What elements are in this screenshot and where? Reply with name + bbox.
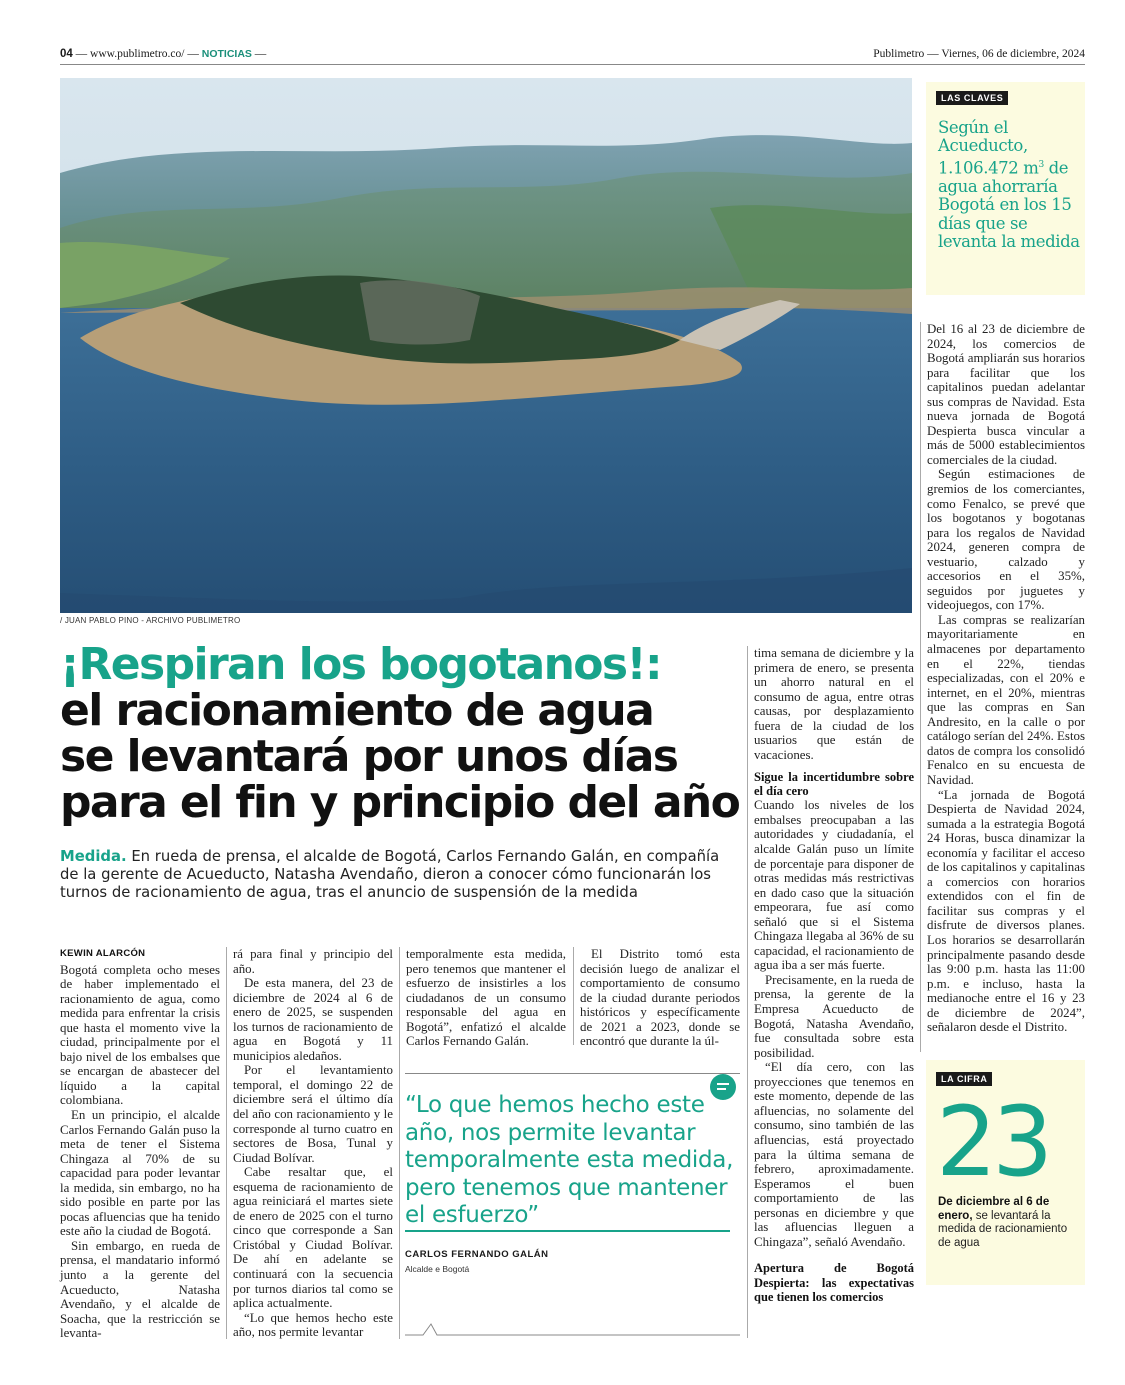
paragraph: Del 16 al 23 de diciembre de 2024, los comercios de Bogotá ampliarán sus horarios para facilitar que los capitalinos puedan adelantar sus compras de Navidad. Esta nueva jornada de Bogotá Despierta busca vincular a más de 5000 establecimientos comerciales de la ciudad. — [927, 322, 1085, 467]
paragraph: tima semana de diciembre y la primera de enero, se presenta un ahorro natural en el consumo de agua, entre otras causas, por desplazamiento fuera de la ciudad de los usuarios que están de vacaciones. — [754, 646, 914, 762]
pull-quote-underline — [405, 1230, 730, 1232]
paragraph: “El día cero, con las proyecciones que tenemos en este momento, depende de las afluencias, no solamente del consumo, sino también de las afluencias, está proyectado para la última semana de febrero, aproximadamente. Esperamos el buen comportamiento de las personas en diciembre y que las afluencias lleguen a Chingaza”, señaló Avendaño. — [754, 1060, 914, 1249]
photo-credit: / JUAN PABLO PINO - ARCHIVO PUBLIMETRO — [60, 616, 241, 625]
column-divider — [399, 947, 400, 1339]
header-date: Publimetro — Viernes, 06 de diciembre, 2024 — [873, 48, 1085, 60]
column-divider — [920, 322, 921, 1052]
deck-text: En rueda de prensa, el alcalde de Bogotá, Carlos Fernando Galán, en compañía de la gerente de Acueducto, Natasha Avendaño, dieron a conocer cómo funcionarán los turnos de racionamiento de agua, tras el anuncio de suspensión de la medida — [60, 848, 720, 901]
figure-box — [926, 1060, 1085, 1285]
figure-tag: LA CIFRA — [936, 1072, 992, 1086]
body-column-4 — [580, 947, 740, 1049]
header-left: 04 — www.publimetro.co/ — NOTICIAS — — [60, 48, 267, 60]
figure-caption: De diciembre al 6 de enero, se levantará la medida de racionamiento de agua — [938, 1196, 1068, 1249]
article-deck — [60, 848, 740, 902]
body-column-2 — [233, 947, 393, 1340]
subheading: Sigue la incertidumbre sobre el día cero — [754, 770, 914, 799]
paragraph: rá para final y principio del año. — [233, 947, 393, 976]
headline-green-line: ¡Respiran los bogotanos!: — [60, 639, 661, 690]
key-facts-text: Según el Acueducto, 1.106.472 $m^3$ de agua ahorraría Bogotá en los 15 días que se levanta la medida — [938, 118, 1080, 251]
subheading: Apertura de Bogotá Despierta: las expectativas que tienen los comercios — [754, 1261, 914, 1305]
column-divider — [226, 947, 227, 1339]
section-name: NOTICIAS — [201, 48, 252, 60]
header-divider — [60, 64, 1085, 65]
paragraph: Cuando los niveles de los embalses preocupaban a las autoridades y ciudadanía, el alcalde Galán puso un límite de porcentaje para disponer de otras medidas más restrictivas en dado caso que la situación empeorara, fue así como señaló que si el Sistema Chingaza llegaba al 36% de su capacidad, el racionamiento de agua iba a ser más fuerte. — [754, 798, 914, 973]
column-divider — [747, 646, 748, 1338]
body-column-1 — [60, 947, 220, 1341]
paragraph: De esta manera, del 23 de diciembre de 2024 al 6 de enero de 2025, se suspenden los turnos de racionamiento de agua en Bogotá y 11 municipios aledaños. — [233, 976, 393, 1063]
deck-kicker: Medida. — [60, 848, 127, 865]
pull-quote-author: CARLOS FERNANDO GALÁN — [405, 1249, 549, 1260]
paragraph: Sin embargo, en rueda de prensa, el mandatario informó junto a la gerente del Acueducto, Natasha Avendaño, y el alcalde de Soacha, que la restricción se levanta- — [60, 1238, 220, 1341]
reservoir-photo — [60, 78, 912, 613]
author-byline: KEWIN ALARCÓN — [60, 948, 146, 959]
body-column-6 — [927, 322, 1085, 1035]
quote-bottom-rule — [405, 1320, 740, 1336]
paragraph: Por el levantamiento temporal, el domingo 22 de diciembre será el último día del año con racionamiento y le corresponde al turno cuatro en sectores de Bosa, Tunal y Ciudad Bolívar. — [233, 1063, 393, 1165]
paragraph: El Distrito tomó esta decisión luego de analizar el comportamiento de consumo de la ciudad durante periodos históricos y específicamente de 2021 a 2023, donde se encontró que durante la úl- — [580, 947, 740, 1049]
headline-line-3: se levantará por unos días — [60, 731, 678, 782]
key-facts-box — [926, 82, 1085, 295]
paragraph: “Lo que hemos hecho este año, nos permite levantar — [233, 1310, 393, 1340]
paragraph: Bogotá completa ocho meses de haber implementado el racionamiento de agua, como medida para enfrentar la crisis que hasta el momento vive la ciudad, principalmente por el bajo nivel de los embalses que se encargan de abastecer del líquido a la capital colombiana. — [60, 962, 220, 1108]
paragraph: Precisamente, en la rueda de prensa, la gerente de la Empresa Acueducto de Bogotá, Natasha Avendaño, fue consultada sobre esta posibilidad. — [754, 972, 914, 1060]
article-headline — [60, 639, 740, 828]
figure-number: 23 — [936, 1086, 1049, 1198]
body-column-5 — [754, 646, 914, 1305]
pull-quote-text: “Lo que hemos hecho este año, nos permite levantar temporalmente esta medida, pero tenemos que mantener el esfuerzo” — [405, 1092, 734, 1228]
paragraph: Las compras se realizarían mayoritariamente en almacenes por departamento en el 22%, tiendas especializadas, con el 20% e internet, en el 20%, mientras que las compras en San Andresito, en la calle o por catálogo serían del 24%. Estos datos de compra los consolidó Fenalco en su encuesta de Navidad. — [927, 612, 1085, 787]
pull-quote-role: Alcalde e Bogotá — [405, 1264, 470, 1274]
column-divider — [573, 947, 574, 1045]
headline-line-4: para el fin y principio del año — [60, 777, 740, 828]
paragraph: En un principio, el alcalde Carlos Fernando Galán puso la meta de tener el Sistema Chingaza al 70% de su capacidad para poder levantar la medida, sin embargo, no ha sido posible en parte por las pocas afluencias que ha tenido este año la ciudad de Bogotá. — [60, 1108, 220, 1239]
paragraph: Según estimaciones de gremios de los comerciantes, como Fenalco, se prevé que los bogotanos y bogotanas para los regalos de Navidad 2024, generen compra de vestuario, calzado y accesorios en el 35%, seguidos por juguetes y videojuegos, con 17%. — [927, 467, 1085, 613]
quote-top-rule — [405, 1073, 740, 1074]
paragraph: temporalmente esta medida, pero tenemos que mantener el esfuerzo de insistirles a los ciudadanos de un consumo responsable del agua en Bogotá”, enfatizó el alcalde Carlos Fernando Galán. — [406, 947, 566, 1049]
paragraph: Cabe resaltar que, el esquema de racionamiento de agua reiniciará el martes siete de enero de 2025 con el turno cinco que corresponde a San Cristóbal y Ciudad Bolívar. De ahí en adelante se continuará con la secuencia por turnos diarios tal como se aplica actualmente. — [233, 1165, 393, 1311]
body-column-3 — [406, 947, 566, 1049]
paragraph: “La jornada de Bogotá Despierta de Navidad 2024, sumada a la estrategia Bogotá 24 Horas, busca dinamizar la economía y facilitar el acceso de los capitalinos y capitalinas a comercios con horarios extendidos con el fin de facilitar sus compras y el disfrute de diversos planes. Los horarios se desarrollarán principalmente pasando desde las 9:00 p.m. hasta las 11:00 p.m. e incluso, hasta la medianoche entre el 16 y 23 de diciembre de 2024”, señalaron desde el Distrito. — [927, 787, 1085, 1035]
header-url[interactable]: www.publimetro.co/ — [90, 48, 185, 60]
key-facts-tag: LAS CLAVES — [936, 91, 1008, 105]
page-number: 04 — [60, 48, 73, 60]
headline-line-2: el racionamiento de agua — [60, 685, 654, 736]
